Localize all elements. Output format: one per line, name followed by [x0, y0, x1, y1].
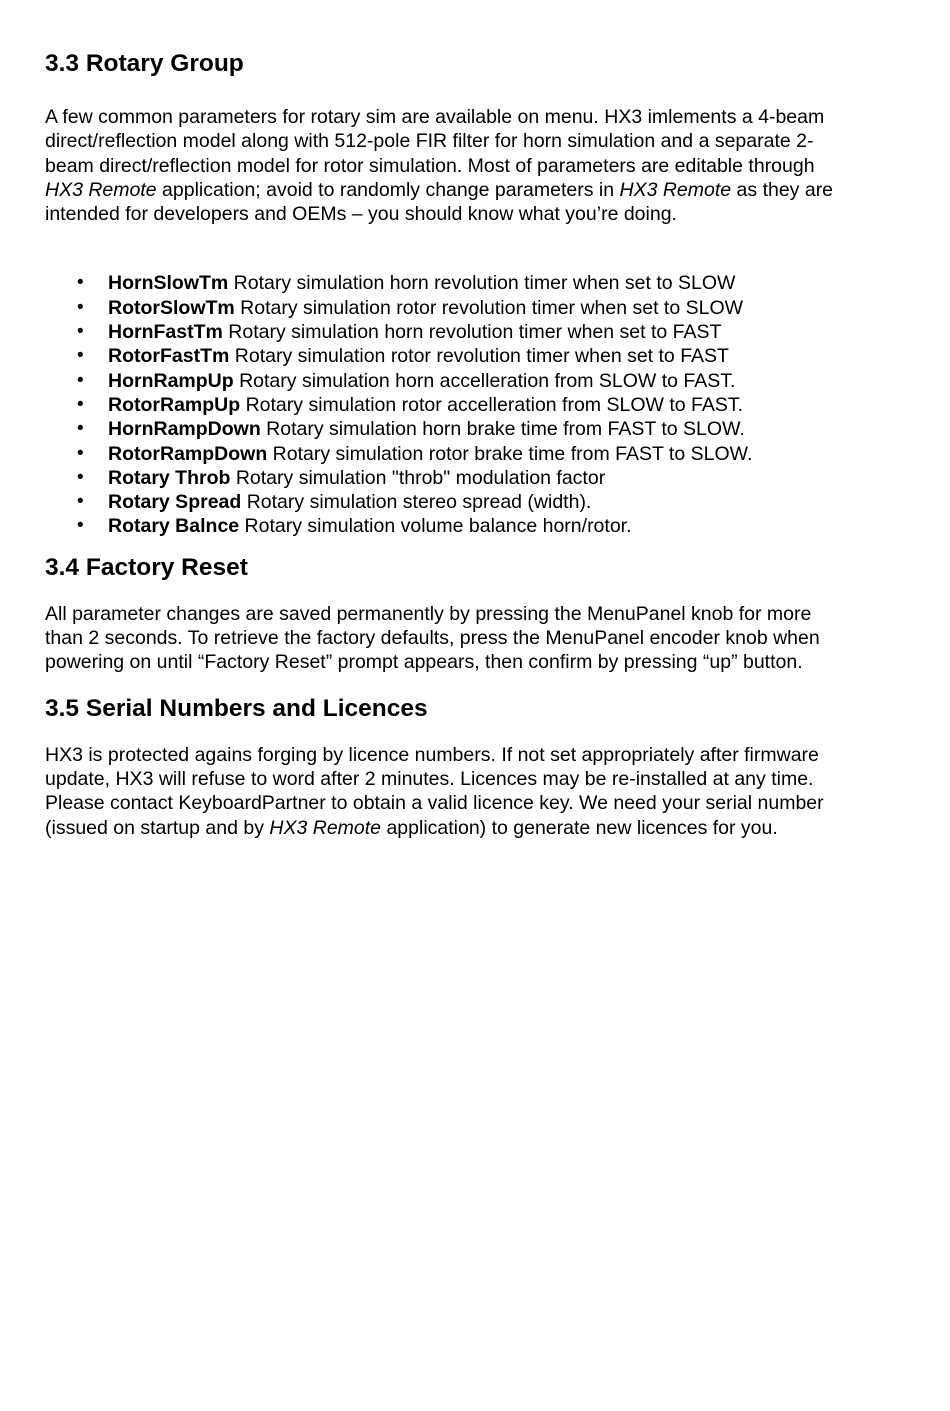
section-heading-serial-numbers: 3.5 Serial Numbers and Licences: [45, 694, 428, 722]
parameter-description: Rotary simulation horn accelleration from SLOW to FAST.: [233, 369, 736, 392]
parameter-description: Rotary simulation stereo spread (width).: [241, 491, 592, 514]
document-page: [45, 47, 895, 840]
parameter-description: Rotary simulation "throb" modulation factor: [230, 466, 606, 489]
paragraph-text: A few common parameters for rotary sim are available on menu. HX3 imlements a 4-beam direct/reflection model along with 512-pole FIR filter for horn simulation and a separate 2-beam direct/reflection model for rotor simulation. Most of parameters are editable through: [45, 106, 825, 177]
parameter-name: Rotary Spread: [108, 491, 242, 514]
parameter-description: Rotary simulation volume balance horn/rotor.: [239, 515, 632, 538]
bullet-icon: •: [77, 418, 84, 440]
parameter-name: Rotary Balnce: [108, 515, 240, 538]
parameter-description: Rotary simulation rotor revolution timer when set to SLOW: [234, 296, 744, 319]
bullet-icon: •: [77, 466, 84, 488]
parameter-name: RotorRampDown: [108, 442, 268, 465]
bullet-icon: •: [77, 321, 84, 343]
parameter-name: RotorRampUp: [108, 393, 241, 416]
list-item: [45, 514, 895, 538]
parameter-name: RotorSlowTm: [108, 296, 235, 319]
parameter-description: Rotary simulation horn revolution timer when set to SLOW: [228, 272, 736, 295]
parameter-description: Rotary simulation rotor accelleration from SLOW to FAST.: [240, 393, 744, 416]
factory-reset-paragraph: All parameter changes are saved permanently by pressing the MenuPanel knob for more than 2 seconds. To retrieve the factory defaults, press the MenuPanel encoder knob when powering on until “Factory Reset” prompt appears, then confirm by pressing “up” button.: [45, 602, 820, 674]
parameter-description: Rotary simulation horn revolution timer when set to FAST: [222, 321, 722, 344]
list-item: [45, 466, 895, 490]
parameter-name: RotorFastTm: [108, 345, 230, 368]
rotary-group-paragraph: [45, 105, 845, 226]
bullet-icon: •: [77, 442, 84, 464]
app-name-text: HX3 Remote: [619, 178, 732, 201]
section-heading-factory-reset: 3.4 Factory Reset: [45, 553, 248, 581]
bullet-icon: •: [77, 515, 84, 537]
parameter-name: HornSlowTm: [108, 272, 229, 295]
bullet-icon: •: [77, 345, 84, 367]
section-heading-rotary-group: 3.3 Rotary Group: [45, 50, 244, 77]
parameter-name: HornRampDown: [108, 418, 261, 441]
bullet-icon: •: [77, 491, 84, 513]
bullet-icon: •: [77, 369, 84, 391]
paragraph-text: HX3 is protected agains forging by licence numbers. If not set appropriately after firmware update, HX3 will refuse to word after 2 minutes. Licences may be re-installed at any time. Please contact KeyboardPartner to obtain a valid licence key. We need your serial number (issued on startup and by: [45, 743, 824, 839]
bullet-icon: •: [77, 296, 84, 318]
paragraph-text: application) to generate new licences for you.: [381, 816, 778, 839]
parameter-description: Rotary simulation rotor brake time from FAST to SLOW.: [267, 442, 753, 465]
list-item: [45, 271, 895, 295]
parameter-name: HornFastTm: [108, 321, 223, 344]
serial-numbers-paragraph: [45, 743, 825, 840]
list-item: [45, 320, 895, 344]
paragraph-text: application; avoid to randomly change parameters in: [156, 178, 620, 201]
bullet-icon: •: [77, 393, 84, 415]
list-item: [45, 344, 895, 368]
list-item: [45, 417, 895, 441]
paragraph-text: as they are intended for developers and OEMs – you should know what you’re doing.: [45, 178, 834, 226]
list-item: [45, 442, 895, 466]
list-item: [45, 393, 895, 417]
app-name-text: HX3 Remote: [269, 816, 382, 839]
parameter-description: Rotary simulation rotor revolution timer when set to FAST: [229, 345, 729, 368]
parameter-name: HornRampUp: [108, 369, 234, 392]
list-item: [45, 490, 895, 514]
list-item: [45, 369, 895, 393]
list-item: [45, 296, 895, 320]
parameter-description: Rotary simulation horn brake time from FAST to SLOW.: [260, 418, 745, 441]
parameter-name: Rotary Throb: [108, 466, 231, 489]
app-name-text: HX3 Remote: [45, 178, 157, 201]
bullet-icon: •: [77, 272, 84, 294]
rotary-parameter-list: [45, 271, 895, 538]
